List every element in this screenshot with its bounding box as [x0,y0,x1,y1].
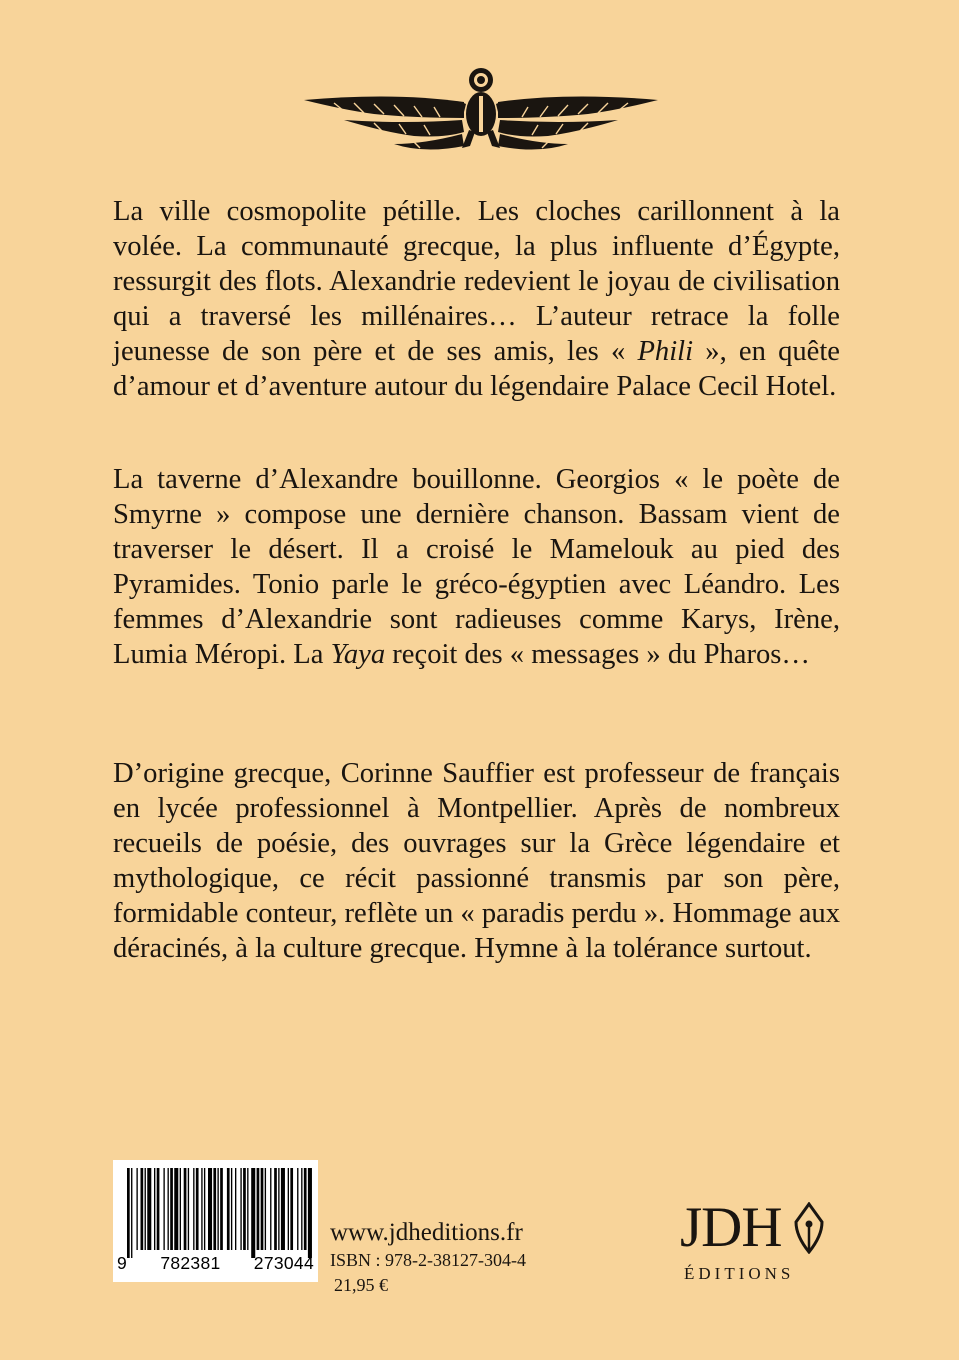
barcode-bar [127,1168,130,1258]
barcode-bar [193,1168,194,1250]
barcode-bar [301,1168,302,1250]
barcode-bar [304,1168,307,1250]
barcode-bar [251,1168,255,1258]
barcode-bar [170,1168,173,1250]
barcode-digits [113,1253,318,1274]
barcode-bar [257,1168,260,1250]
barcode-bar [265,1168,266,1250]
blurb-text: La ville cosmopolite pétille. Les cloches carillonnent à la volée. La communauté grecque, la plus influente d’Égypte, ressurgit des flots. Alexandrie redevient le joyau de civilisation qui a traversé les millénaires… L’auteur retrace la folle jeunesse de son père et de ses amis, les « [113,196,840,367]
barcode-bar [213,1168,216,1250]
publisher-logo [680,1198,830,1293]
barcode-bar [270,1168,271,1250]
fountain-pen-nib-icon [792,1202,826,1254]
barcode-bar [201,1168,202,1250]
barcode-bar [131,1168,132,1258]
barcode-bar [231,1168,232,1250]
logo-subtitle: ÉDITIONS [684,1264,795,1283]
barcode-bar [220,1168,223,1250]
barcode-bar [281,1168,285,1250]
blurb-paragraph-1 [113,194,840,404]
barcode-bar [274,1168,277,1250]
barcode-bar [297,1168,298,1250]
barcode-bar [180,1168,181,1250]
barcode [113,1160,318,1282]
barcode-bar [217,1168,218,1250]
blurb-text: reçoit des « messages » du Pharos… [385,639,810,670]
barcode-bar [163,1168,164,1250]
barcode-bar [261,1168,264,1250]
barcode-bar [145,1168,146,1250]
barcode-bar [278,1168,279,1250]
barcode-bar [243,1168,246,1250]
barcode-bar [204,1168,205,1250]
barcode-bar [188,1168,189,1250]
publisher-info [330,1218,526,1298]
barcode-bar [174,1168,178,1250]
winged-scarab-icon [304,62,658,162]
barcode-bar [208,1168,212,1250]
barcode-bar [227,1168,230,1250]
barcode-bar [154,1168,155,1250]
barcode-bar [147,1168,151,1250]
website-url: www.jdheditions.fr [330,1219,523,1246]
barcode-bar [141,1168,144,1250]
barcode-bar [288,1168,289,1250]
author-bio: D’origine grecque, Corinne Sauffier est professeur de français en lycée professionnel à Montpellier. Après de nombreux recueils de poésie, des ouvrages sur la Grèce légendaire et mythologique, ce récit passionné transmis par son père, formidable conteur, reflète un « paradis perdu ». Hommage aux déracinés, à la culture grecque. Hymne à la tolérance surtout. [113,758,840,964]
barcode-digits-left: 782381 [160,1253,221,1273]
blurb-text: », en quête d’amour et d’aventure autour du légendaire Palace Cecil Hotel. [113,336,841,402]
blurb-text: La taverne d’Alexandre bouillonne. Georgios « le poète de Smyrne » compose une dernière chanson. Bassam vient de traverser le désert. Il a croisé le Mamelouk au pied des Pyramides. Tonio parle le gréco-égyptien avec Léandro. Les femmes d’Alexandrie sont radieuses comme Karys, Irène, Lumia Méropi. La [113,464,840,670]
barcode-bar [247,1168,248,1250]
barcode-bar [136,1168,137,1250]
barcode-bar [290,1168,293,1250]
logo-letters: JDH [680,1196,782,1259]
barcode-bar [196,1168,199,1250]
barcode-bar [184,1168,187,1250]
barcode-bar [157,1168,160,1250]
barcode-digits-right: 273044 [253,1253,314,1273]
barcode-bar [240,1168,241,1250]
isbn: ISBN : 978-2-38127-304-4 [330,1250,526,1270]
blurb-italic-text: Phili [637,336,694,367]
barcode-icon [113,1160,318,1260]
blurb-paragraph-2 [113,462,840,672]
barcode-digit-first: 9 [117,1253,128,1273]
barcode-bar [168,1168,169,1250]
blurb-italic-text: Yaya [330,639,386,670]
price: 21,95 € [334,1275,388,1295]
barcode-bar [308,1168,312,1258]
barcode-bar [235,1168,236,1250]
